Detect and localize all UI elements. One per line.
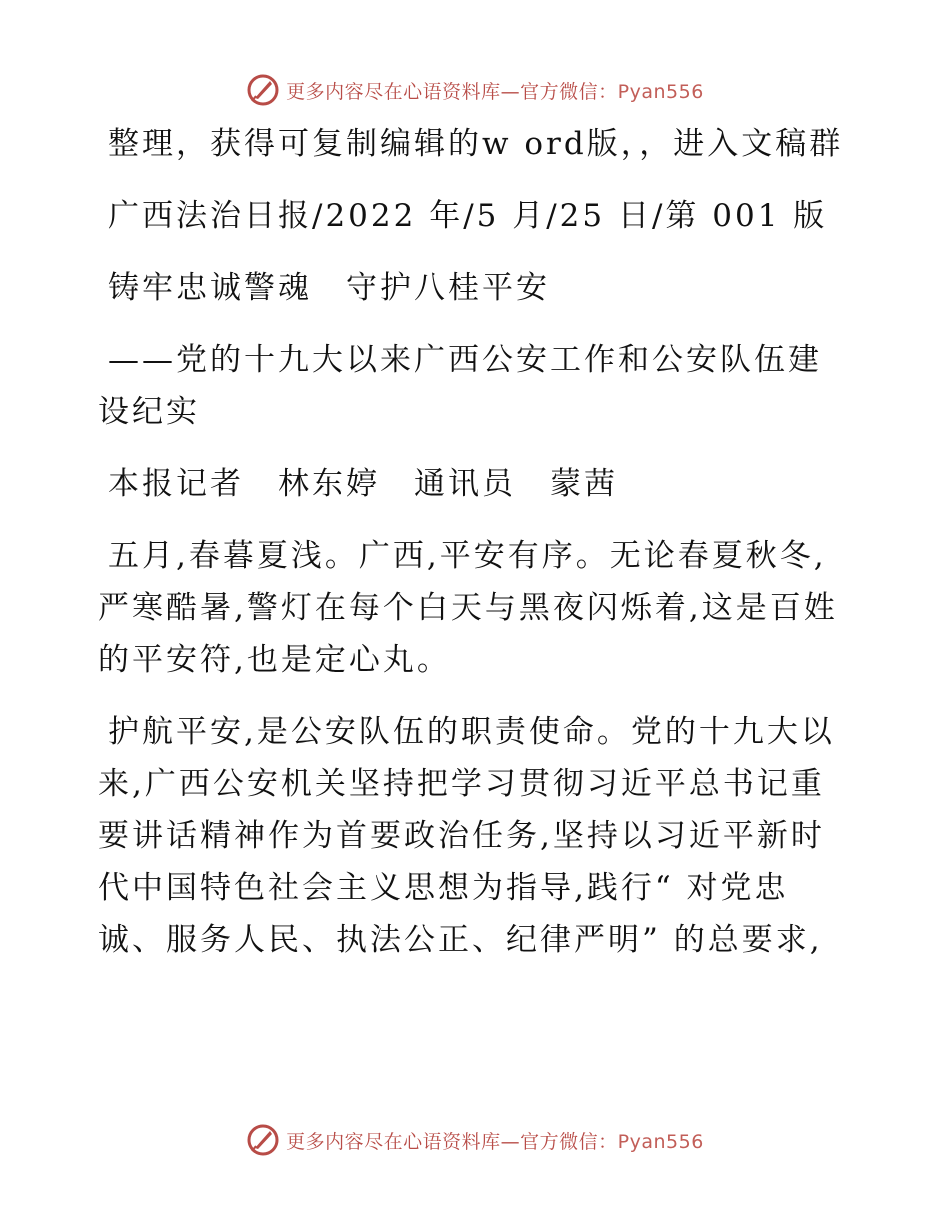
- body-paragraph: 护航平安,是公安队伍的职责使命。党的十九大以来,广西公安机关坚持把学习贯彻习近平总书记重要讲话精神作为首要政治任务,坚持以习近平新时代中国特色社会主义思想为指导,践行“ 对党忠诚、服务人民、执法公正、纪律严明” 的总要求,: [98, 714, 835, 958]
- feather-pen-circle-icon: [246, 1123, 280, 1157]
- article-subtitle: ——党的十九大以来广西公安工作和公安队伍建设纪实: [98, 342, 822, 430]
- watermark-handle: Pyan556: [617, 1130, 704, 1153]
- document-body: [98, 118, 853, 986]
- watermark-text: 更多内容尽在心语资料库—官方微信：Pyan556: [286, 1130, 704, 1153]
- body-paragraph: 五月,春暮夏浅。广西,平安有序。无论春夏秋冬,严寒酷暑,警灯在每个白天与黑夜闪烁着,这是百姓的平安符,也是定心丸。: [98, 538, 838, 678]
- watermark-handle: Pyan556: [617, 80, 704, 103]
- watermark-text: 更多内容尽在心语资料库—官方微信：Pyan556: [286, 80, 704, 103]
- byline: 本报记者 林东婷 通讯员 蒙茜: [108, 466, 618, 502]
- article-title: 铸牢忠诚警魂 守护八桂平安: [108, 270, 550, 306]
- watermark-banner-bottom: [0, 1120, 950, 1160]
- feather-pen-circle-icon: [246, 73, 280, 107]
- intro-note: 整理，获得可复制编辑的w ord版，，进入文稿群: [108, 126, 844, 162]
- publication-line: 广西法治日报/2022 年/5 月/25 日/第 001 版: [108, 198, 828, 234]
- watermark-banner-top: [0, 70, 950, 110]
